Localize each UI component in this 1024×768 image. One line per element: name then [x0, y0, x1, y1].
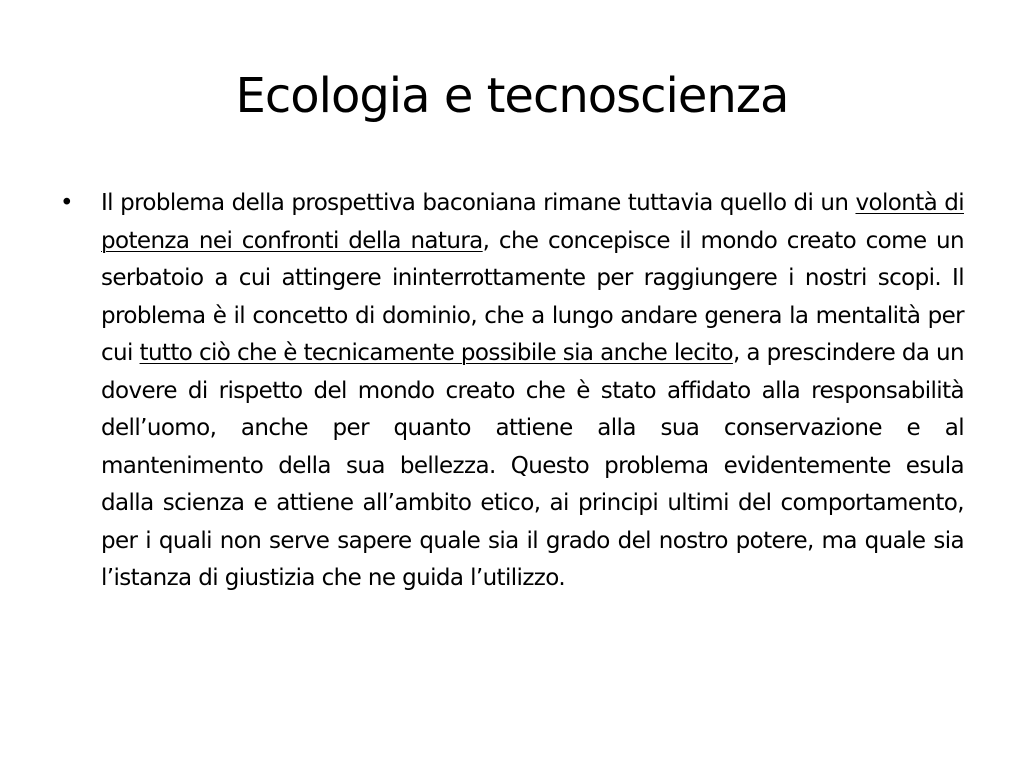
paragraph-text-1: Il problema della prospettiva baconiana rimane tuttavia quello di un	[101, 190, 856, 216]
bullet-item	[60, 185, 964, 598]
underlined-phrase-lecito: tutto ciò che è tecnicamente possibile sia anche lecito	[139, 340, 733, 366]
bullet-list	[60, 185, 964, 598]
paragraph-text-2: , che concepisce il mondo creato come un serbatoio a cui attingere ininterrottamente per raggiungere i nostri scopi. Il problema è il concetto di dominio, che a lungo andare genera la mentalità per cui	[101, 227, 964, 366]
bullet-icon: •	[60, 190, 73, 216]
slide-title: Ecologia e tecnoscienza	[235, 68, 789, 124]
paragraph-text-3: , a prescindere da un dovere di rispetto del mondo creato che è stato affidato alla responsabilità dell’uomo, anche per quanto attiene alla sua conservazione e al mantenimento della sua bellezza. Questo problema evidentemente esula dalla scienza e attiene all’ambito etico, ai principi ultimi del comportamento, per i quali non serve sapere quale sia il grado del nostro potere, ma quale sia l’istanza di giustizia che ne guida l’utilizzo.	[101, 340, 964, 591]
underlined-phrase-volonta: volontà di potenza nei confronti della natura	[101, 190, 964, 254]
slide-content	[60, 185, 964, 598]
